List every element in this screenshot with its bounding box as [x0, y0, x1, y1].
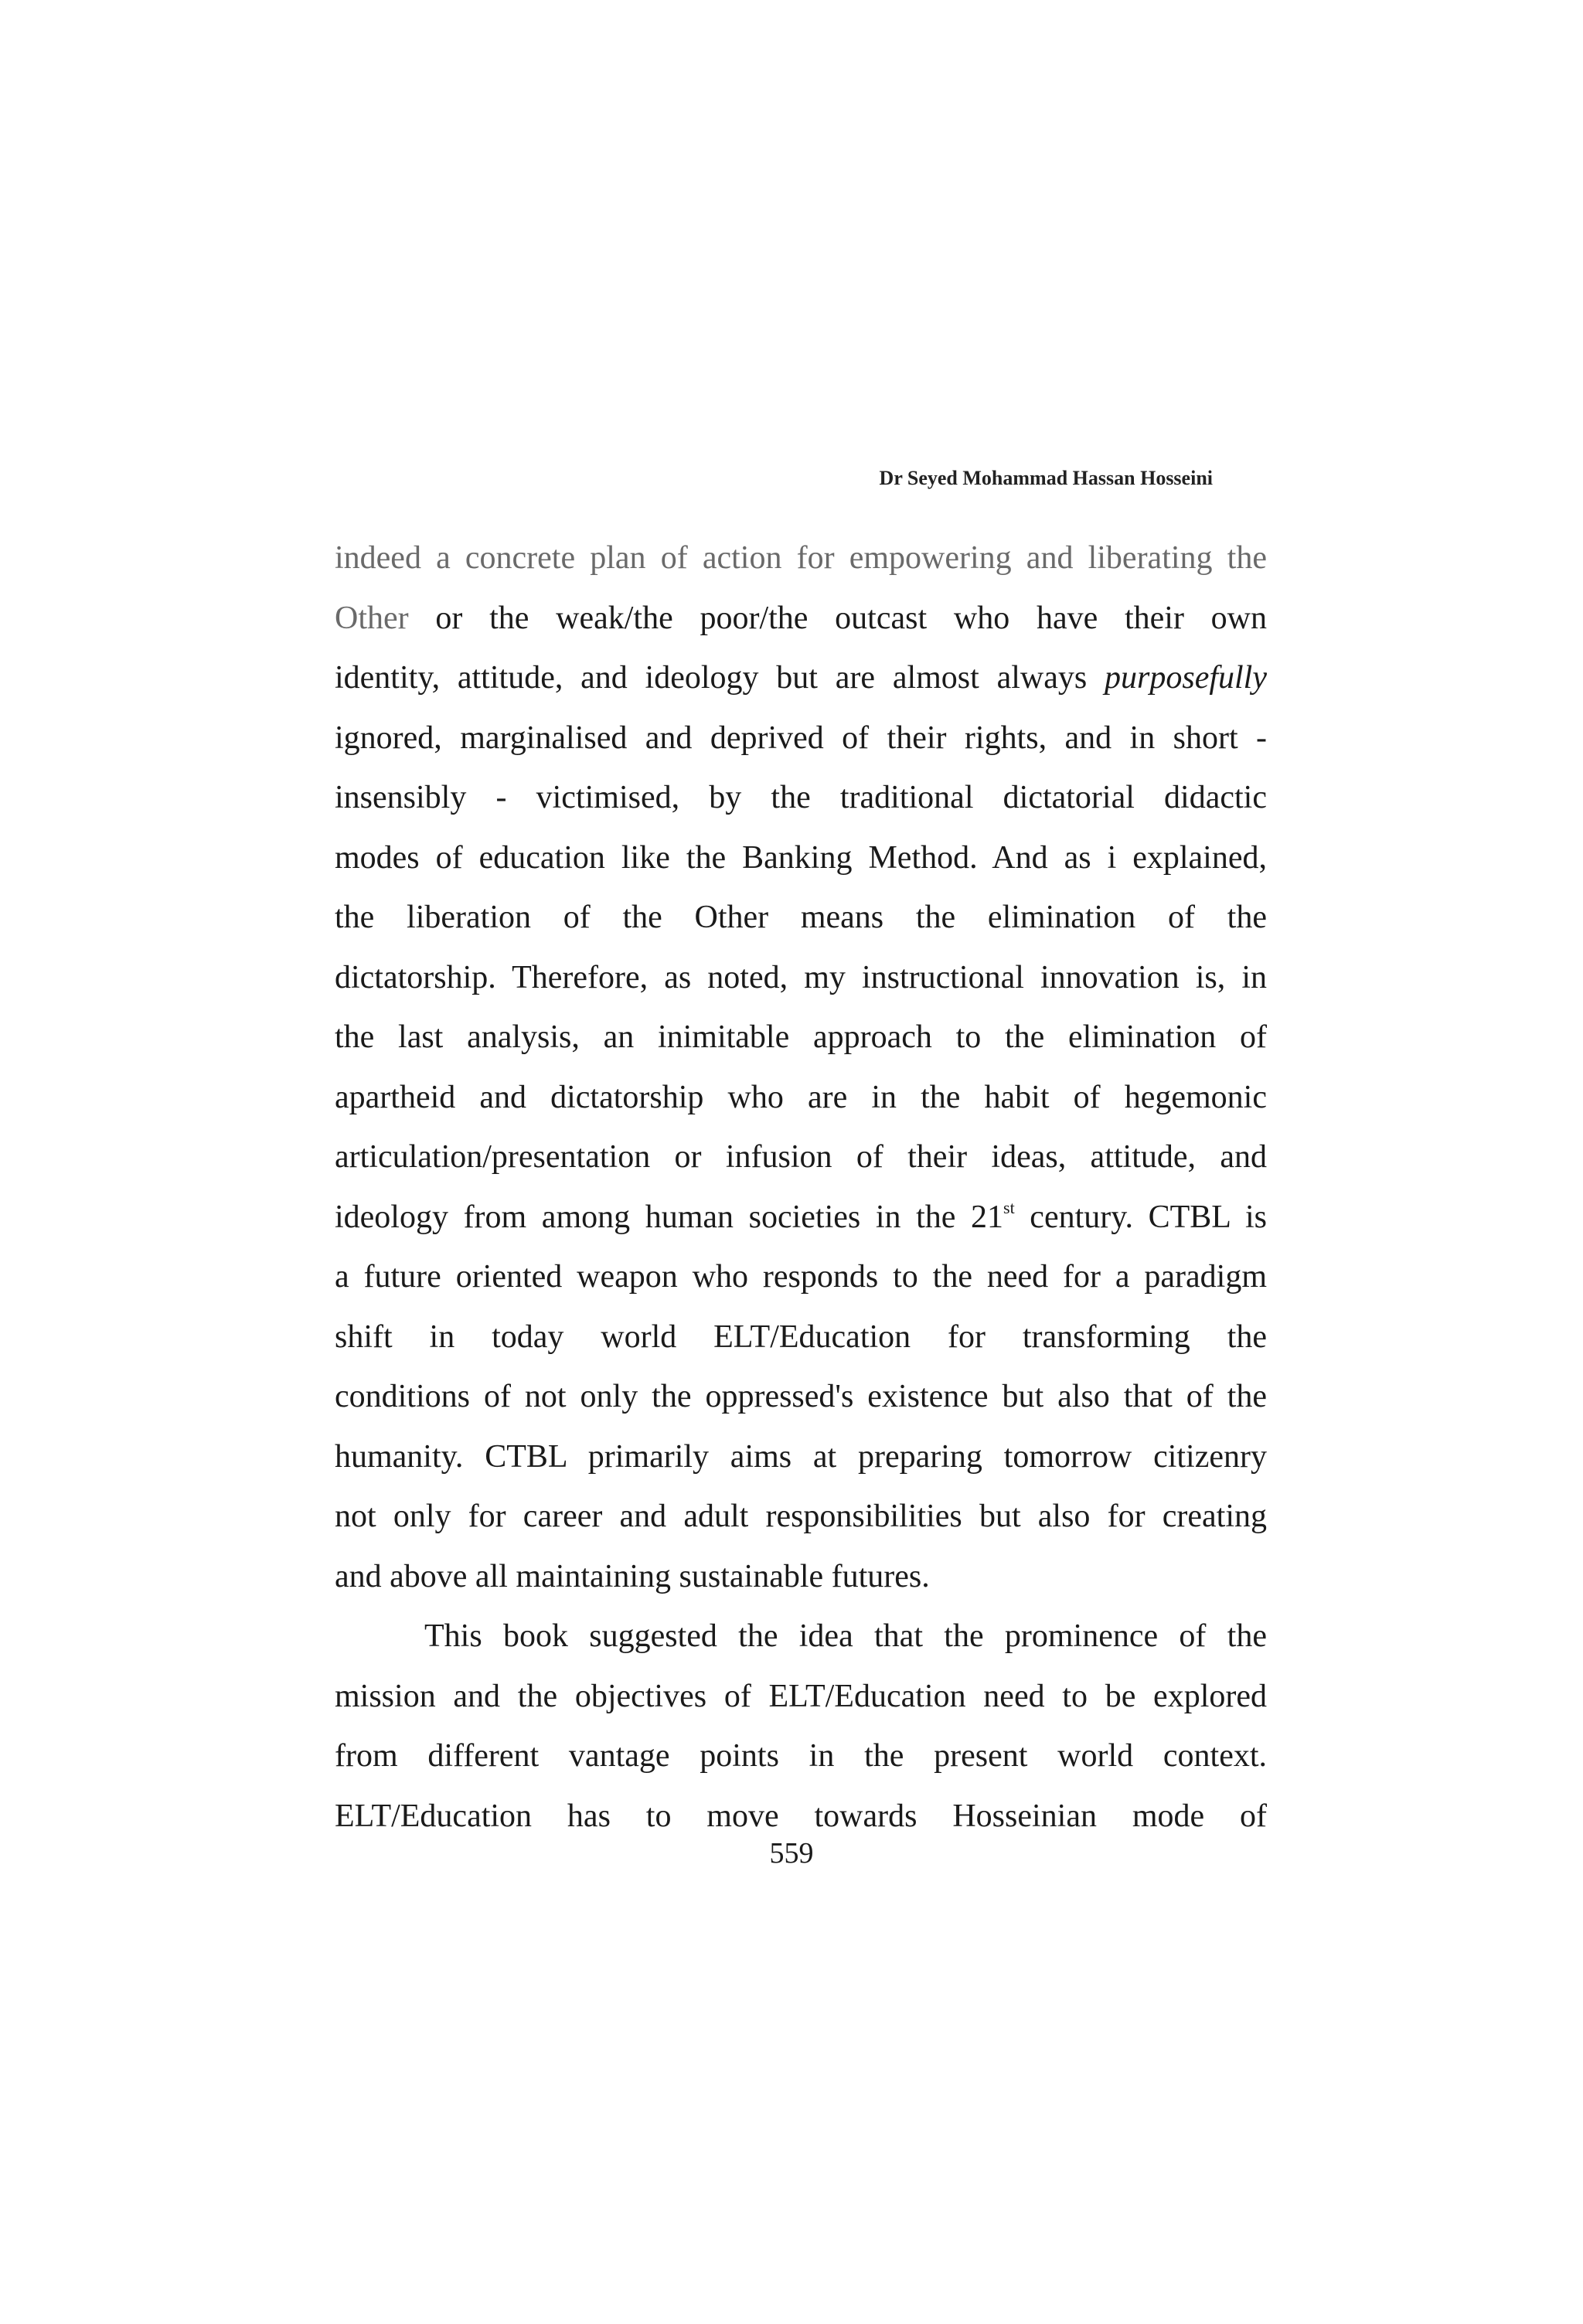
text-line: a future oriented weapon who responds to the need for a paradigm: [335, 1259, 1267, 1295]
body-text: [335, 529, 1267, 1846]
faded-word: Other: [335, 600, 409, 636]
text-line: shift in today world ELT/Education for transforming the: [335, 1319, 1267, 1355]
text-line: the last analysis, an inimitable approach to the elimination of: [335, 1019, 1267, 1055]
italic-word: purposefully: [1105, 660, 1267, 696]
text-line: from different vantage points in the present world context.: [335, 1738, 1267, 1774]
text-segment: century. CTBL is: [1014, 1199, 1267, 1235]
text-segment: or the weak/the poor/the outcast who have their own: [408, 600, 1267, 636]
running-head-author: Dr Seyed Mohammad Hassan Hosseini: [879, 467, 1213, 489]
text-line: dictatorship. Therefore, as noted, my instructional innovation is, in: [335, 959, 1267, 995]
text-line: ignored, marginalised and deprived of their rights, and in short -: [335, 720, 1267, 756]
text-segment: ideology from among human societies in the 21: [335, 1199, 1004, 1235]
text-line: This book suggested the idea that the prominence of the: [424, 1618, 1267, 1654]
text-line: indeed a concrete plan of action for empowering and liberating the: [335, 540, 1267, 576]
text-line: ELT/Education has to move towards Hosseinian mode of: [335, 1798, 1267, 1834]
text-line: and above all maintaining sustainable futures.: [335, 1558, 930, 1594]
text-line: modes of education like the Banking Method. And as i explained,: [335, 839, 1267, 876]
text-line: the liberation of the Other means the elimination of the: [335, 900, 1267, 935]
text-line: [335, 1188, 1267, 1248]
superscript: st: [1003, 1197, 1015, 1217]
text-line: [335, 589, 1267, 649]
text-segment: identity, attitude, and ideology but are almost always: [335, 660, 1105, 696]
text-line: not only for career and adult responsibilities but also for creating: [335, 1499, 1267, 1534]
text-line: articulation/presentation or infusion of their ideas, attitude, and: [335, 1139, 1267, 1175]
page-number: 559: [769, 1837, 814, 1870]
text-line: apartheid and dictatorship who are in the habit of hegemonic: [335, 1079, 1267, 1115]
text-line: conditions of not only the oppressed's existence but also that of the: [335, 1379, 1267, 1414]
text-line: mission and the objectives of ELT/Education need to be explored: [335, 1678, 1267, 1714]
text-line: [335, 648, 1267, 709]
text-line: humanity. CTBL primarily aims at preparing tomorrow citizenry: [335, 1438, 1267, 1475]
text-line: insensibly - victimised, by the traditional dictatorial didactic: [335, 780, 1267, 815]
